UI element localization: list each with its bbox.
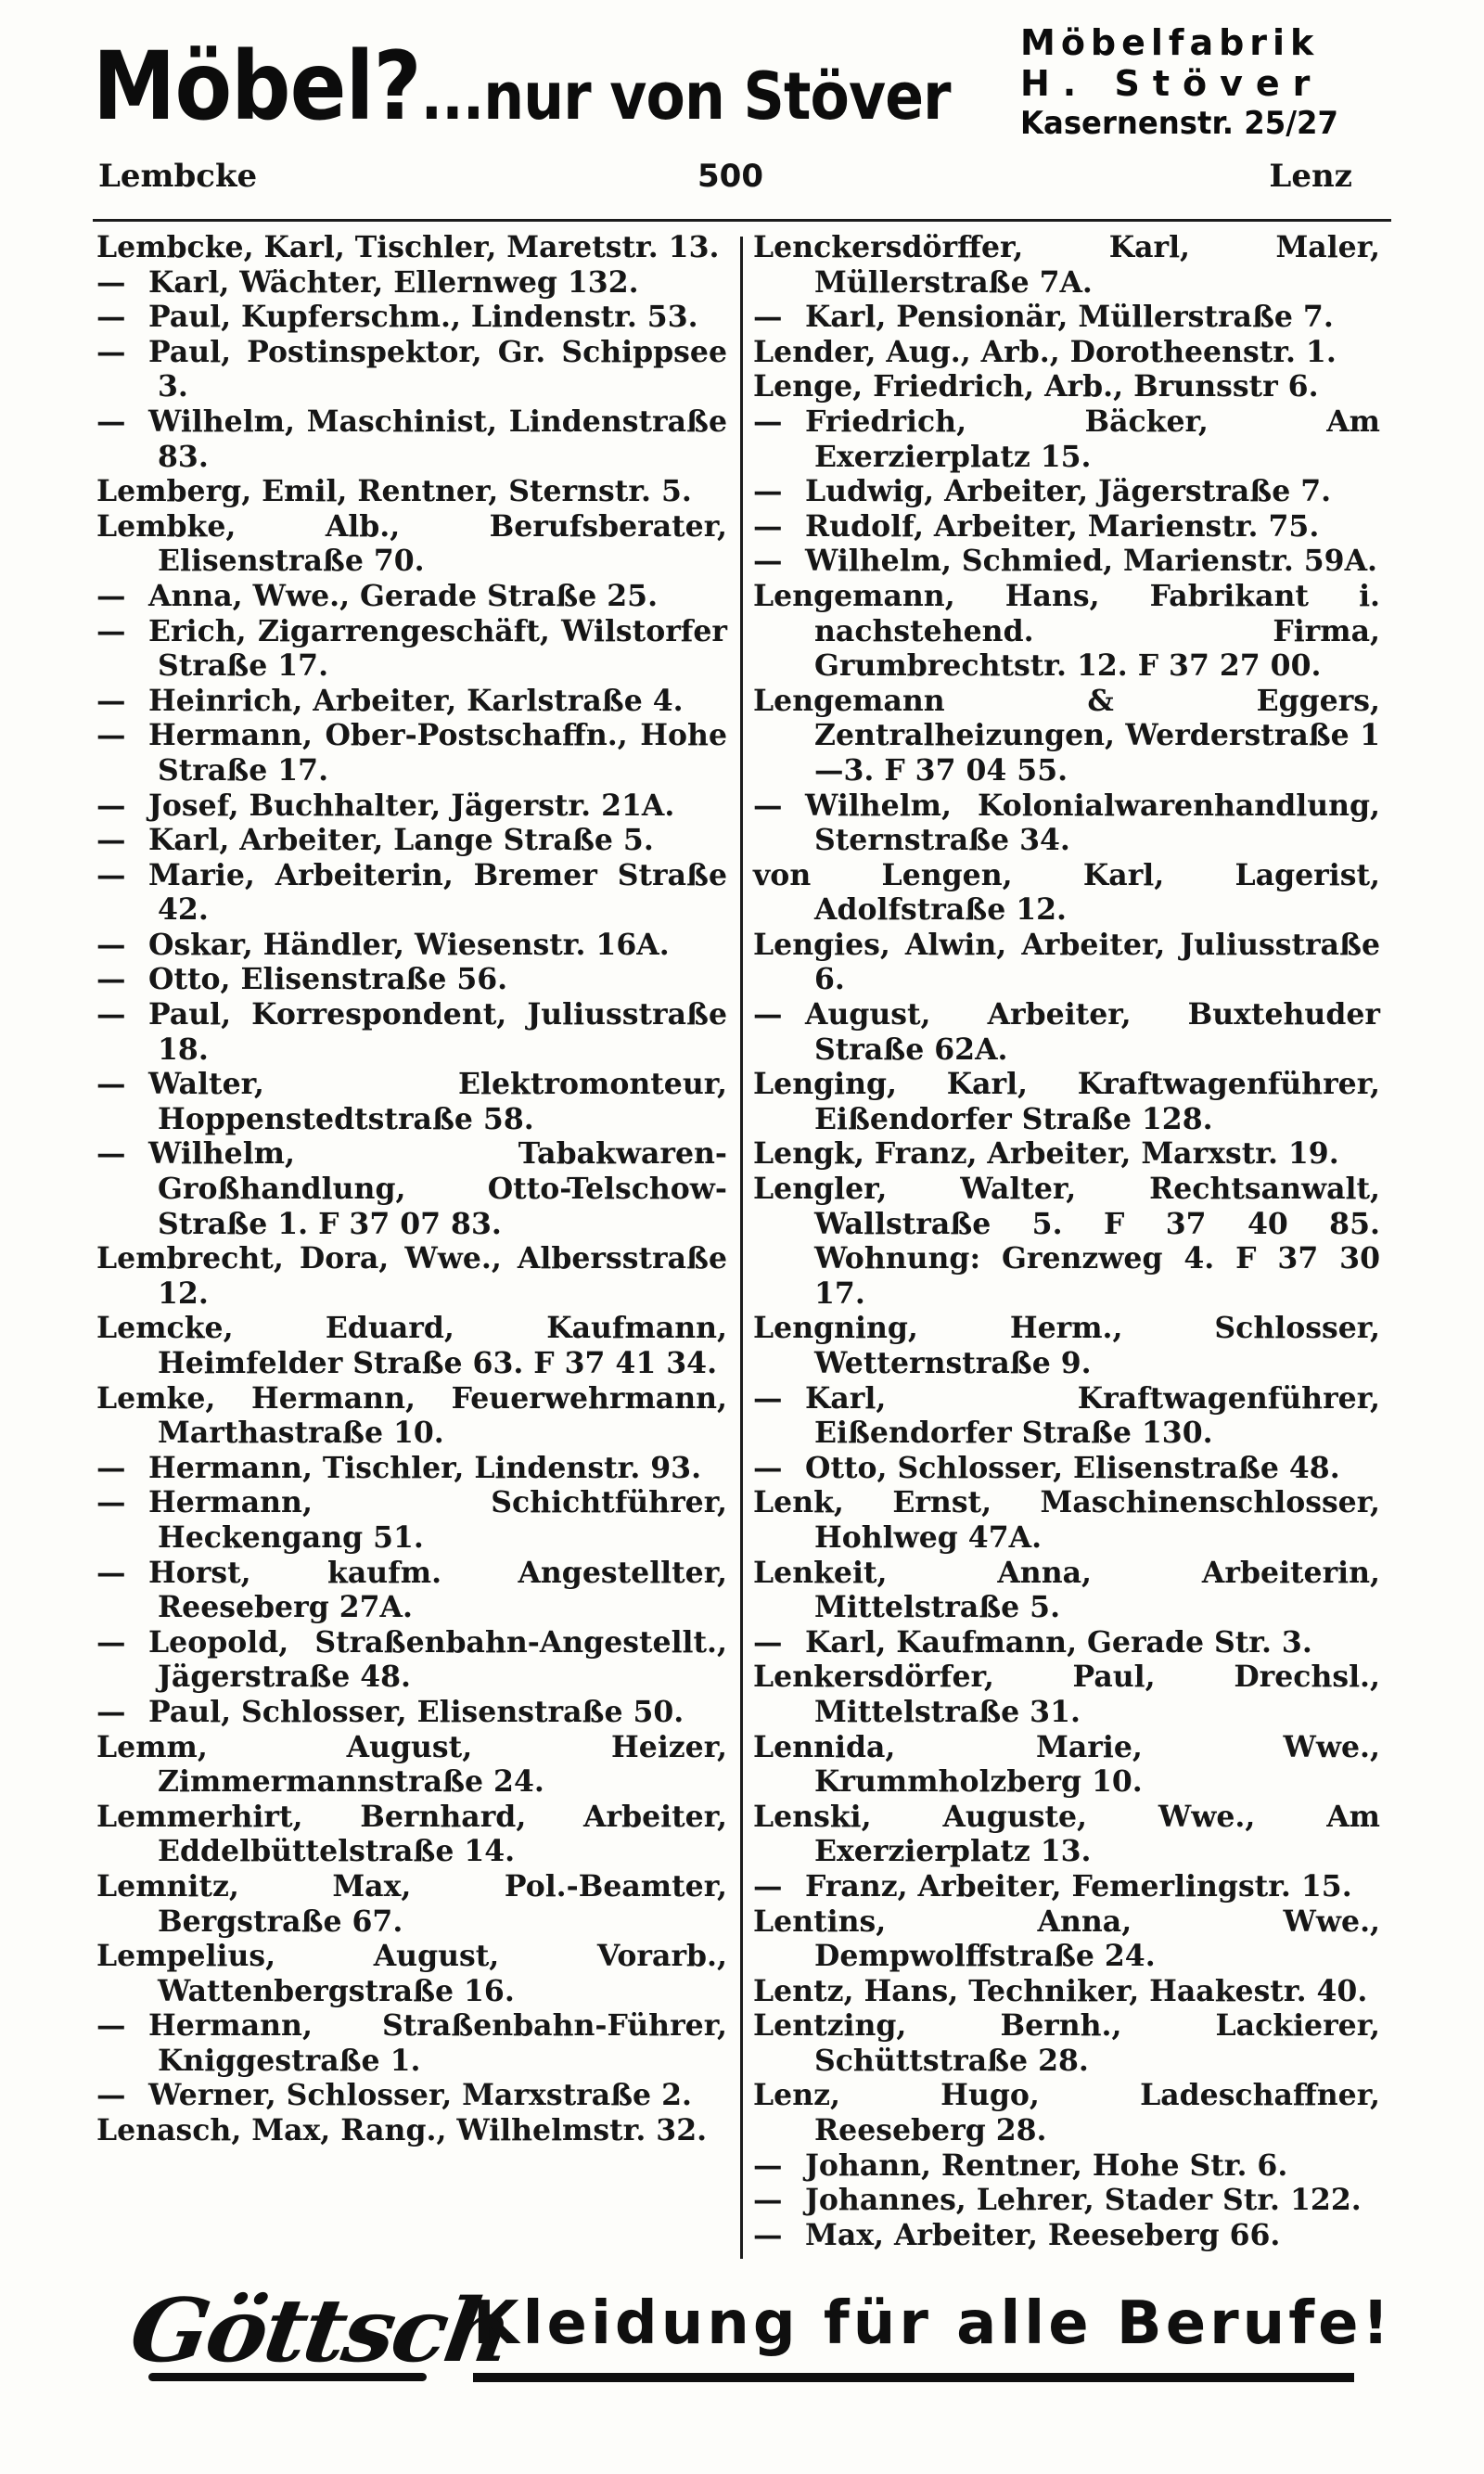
directory-entry <box>96 1695 727 1730</box>
repeat-name-dash: — <box>753 1380 783 1416</box>
entry-text: Lembcke, Karl, Tischler, Maretstr. 13. <box>96 230 720 264</box>
entry-text: Erich, Zigarrengeschäft, Wilstorfer Straße 17. <box>148 613 727 684</box>
directory-entry <box>96 1451 727 1486</box>
entry-text: Paul, Kupferschm., Lindenstr. 53. <box>148 300 698 335</box>
entry-text: Paul, Korrespondent, Juliusstraße 18. <box>148 997 727 1067</box>
entry-text: Wilhelm, Maschinist, Lindenstraße 83. <box>148 404 727 474</box>
repeat-name-dash: — <box>96 1624 126 1660</box>
directory-entry <box>96 614 727 684</box>
directory-entry <box>96 718 727 788</box>
repeat-name-dash: — <box>96 334 126 369</box>
directory-entry <box>96 928 727 963</box>
repeat-name-dash: — <box>96 1694 126 1729</box>
entry-text: Lenz, Hugo, Ladeschaffner, Reeseberg 28. <box>753 2078 1380 2148</box>
entry-text: Otto, Schlosser, Elisenstraße 48. <box>805 1450 1340 1485</box>
entry-text: Karl, Pensionär, Müllerstraße 7. <box>805 300 1334 335</box>
directory-entry <box>96 1800 727 1869</box>
entry-text: Franz, Arbeiter, Femerlingstr. 15. <box>805 1868 1352 1904</box>
entry-text: August, Arbeiter, Buxtehuder Straße 62A. <box>805 997 1380 1067</box>
directory-entry <box>96 1067 727 1136</box>
entry-text: Friedrich, Bäcker, Am Exerzierplatz 15. <box>805 404 1380 474</box>
directory-entry <box>753 1172 1380 1311</box>
entry-text: Karl, Kraftwagenführer, Eißendorfer Straße 130. <box>805 1380 1380 1451</box>
column-divider <box>740 237 743 2259</box>
entry-text: Lemnitz, Max, Pol.-Beamter, Bergstraße 67. <box>96 1868 727 1939</box>
entry-text: Lentz, Hans, Techniker, Haakestr. 40. <box>753 1973 1368 2008</box>
repeat-name-dash: — <box>96 788 126 823</box>
directory-entry <box>96 858 727 928</box>
entry-text: Lender, Aug., Arb., Dorotheenstr. 1. <box>753 334 1337 369</box>
repeat-name-dash: — <box>96 1136 126 1172</box>
directory-entry <box>96 404 727 474</box>
page-number: 500 <box>697 158 763 195</box>
entry-text: Anna, Wwe., Gerade Straße 25. <box>148 578 659 613</box>
directory-entry <box>96 335 727 404</box>
repeat-name-dash: — <box>96 578 126 613</box>
directory-entry <box>753 1730 1380 1800</box>
right-column <box>753 230 1380 2252</box>
entry-text: Heinrich, Arbeiter, Karlstraße 4. <box>148 683 684 718</box>
repeat-name-dash: — <box>753 474 783 509</box>
repeat-name-dash: — <box>96 300 126 335</box>
directory-entry <box>753 1869 1380 1904</box>
entry-text: Lemcke, Eduard, Kaufmann, Heimfelder Straße 63. F 37 41 34. <box>96 1311 727 1380</box>
entry-text: Oskar, Händler, Wiesenstr. 16A. <box>148 927 670 962</box>
entry-text: Walter, Elektromonteur, Hoppenstedtstraße 58. <box>148 1067 727 1136</box>
directory-entry <box>96 1869 727 1939</box>
entry-text: Lengemann, Hans, Fabrikant i. nachstehend. Firma, Grumbrechtstr. 12. F 37 27 00. <box>753 578 1380 684</box>
top-advertisement <box>93 20 1336 150</box>
directory-entry <box>753 369 1380 404</box>
directory-entry <box>753 1625 1380 1660</box>
repeat-name-dash: — <box>96 997 126 1032</box>
entry-text: Leopold, Straßenbahn-Angestellt., Jägerstraße 48. <box>148 1624 727 1695</box>
advert-firm-line-1: Möbelfabrik <box>1020 22 1320 63</box>
repeat-name-dash: — <box>96 613 126 648</box>
header-rule <box>93 219 1391 222</box>
entry-text: Hermann, Schichtführer, Heckengang 51. <box>148 1485 727 1555</box>
directory-entry <box>96 2008 727 2078</box>
entry-text: Paul, Schlosser, Elisenstraße 50. <box>148 1694 684 1729</box>
repeat-name-dash: — <box>96 1555 126 1590</box>
entry-text: Lengning, Herm., Schlosser, Wetternstraße 9. <box>753 1311 1380 1380</box>
repeat-name-dash: — <box>96 683 126 718</box>
directory-entry <box>753 1974 1380 2009</box>
repeat-name-dash: — <box>96 1485 126 1520</box>
repeat-name-dash: — <box>753 788 783 823</box>
advert-logo: Göttsch <box>123 2280 517 2382</box>
directory-entry <box>96 300 727 335</box>
directory-entry <box>96 1381 727 1451</box>
directory-entry <box>753 1556 1380 1625</box>
entry-text: Lengies, Alwin, Arbeiter, Juliusstraße 6. <box>753 927 1380 997</box>
directory-entry <box>753 1485 1380 1555</box>
running-head <box>98 158 1352 204</box>
repeat-name-dash: — <box>753 2147 783 2183</box>
advert-slogan-big: Möbel? <box>93 32 421 142</box>
left-column <box>96 230 727 2148</box>
directory-entry <box>753 579 1380 684</box>
repeat-name-dash: — <box>753 1624 783 1660</box>
repeat-name-dash: — <box>753 404 783 439</box>
entry-text: Lennida, Marie, Wwe., Krummholzberg 10. <box>753 1729 1380 1800</box>
directory-entry <box>96 230 727 265</box>
repeat-name-dash: — <box>753 300 783 335</box>
directory-entry <box>96 1625 727 1695</box>
entry-text: Lenk, Ernst, Maschinenschlosser, Hohlweg 47A. <box>753 1485 1380 1555</box>
entry-text: Lenging, Karl, Kraftwagenführer, Eißendorfer Straße 128. <box>753 1067 1380 1136</box>
directory-entry <box>96 1730 727 1800</box>
repeat-name-dash: — <box>96 264 126 300</box>
directory-entry <box>96 684 727 719</box>
advert-logo-underline <box>148 2373 427 2381</box>
directory-entry <box>96 1939 727 2008</box>
advert-firm-line-2: H. Stöver <box>1020 63 1324 104</box>
entry-text: Lenkeit, Anna, Arbeiterin, Mittelstraße 5. <box>753 1555 1380 1625</box>
directory-entry <box>753 788 1380 858</box>
entry-text: Lemmerhirt, Bernhard, Arbeiter, Eddelbüttelstraße 14. <box>96 1799 727 1869</box>
entry-text: Werner, Schlosser, Marxstraße 2. <box>148 2078 692 2113</box>
repeat-name-dash: — <box>753 997 783 1032</box>
repeat-name-dash: — <box>96 718 126 753</box>
advert-slogan-small: ...nur von Stöver <box>420 58 951 135</box>
directory-entry <box>753 2183 1380 2218</box>
entry-text: Horst, kaufm. Angestellter, Reeseberg 27A. <box>148 1555 727 1625</box>
entry-text: Karl, Wächter, Ellernweg 132. <box>148 264 639 300</box>
repeat-name-dash: — <box>96 823 126 858</box>
entry-text: Wilhelm, Schmied, Marienstr. 59A. <box>805 544 1378 579</box>
advert-bottom-bar <box>473 2373 1354 2382</box>
advert-firm-block <box>1020 22 1338 143</box>
entry-text: Lentins, Anna, Wwe., Dempwolffstraße 24. <box>753 1904 1380 1974</box>
directory-entry <box>753 300 1380 335</box>
directory-entry <box>753 1136 1380 1172</box>
entry-text: Marie, Arbeiterin, Bremer Straße 42. <box>148 857 727 928</box>
repeat-name-dash: — <box>96 927 126 962</box>
repeat-name-dash: — <box>96 857 126 892</box>
entry-text: Lenasch, Max, Rang., Wilhelmstr. 32. <box>96 2113 708 2148</box>
entry-text: Lengemann & Eggers, Zentralheizungen, Werderstraße 1—3. F 37 04 55. <box>753 683 1380 788</box>
entry-text: Josef, Buchhalter, Jägerstr. 21A. <box>148 788 675 823</box>
entry-text: Karl, Kaufmann, Gerade Str. 3. <box>805 1624 1312 1660</box>
directory-entry <box>753 928 1380 997</box>
directory-entry <box>96 788 727 824</box>
repeat-name-dash: — <box>96 2008 126 2044</box>
bottom-advertisement <box>123 2263 1401 2421</box>
entry-text: Johannes, Lehrer, Stader Str. 122. <box>805 2183 1362 2218</box>
running-head-first-entry: Lembcke <box>98 158 258 195</box>
entry-text: Lenkersdörfer, Paul, Drechsl., Mittelstraße 31. <box>753 1660 1380 1729</box>
entry-text: Hermann, Straßenbahn-Führer, Kniggestraße 1. <box>148 2008 727 2078</box>
running-head-last-entry: Lenz <box>1269 158 1352 195</box>
repeat-name-dash: — <box>96 2078 126 2113</box>
repeat-name-dash: — <box>753 1868 783 1904</box>
repeat-name-dash: — <box>96 1450 126 1485</box>
directory-entry <box>96 509 727 579</box>
entry-text: Lembke, Alb., Berufsberater, Elisenstraße 70. <box>96 508 727 579</box>
advert-firm-line-3: Kasernenstr. 25/27 <box>1020 105 1338 142</box>
entry-text: Wilhelm, Kolonialwarenhandlung, Sternstraße 34. <box>805 788 1380 858</box>
directory-entry <box>753 858 1380 928</box>
directory-entry <box>753 2078 1380 2147</box>
repeat-name-dash: — <box>753 508 783 544</box>
entry-text: Max, Arbeiter, Reeseberg 66. <box>805 2217 1281 2252</box>
entry-text: Lemberg, Emil, Rentner, Sternstr. 5. <box>96 474 692 509</box>
directory-entry <box>753 684 1380 788</box>
entry-text: Lentzing, Bernh., Lackierer, Schüttstraße 28. <box>753 2008 1380 2078</box>
repeat-name-dash: — <box>753 2217 783 2252</box>
entry-text: Lenski, Auguste, Wwe., Am Exerzierplatz 13. <box>753 1799 1380 1869</box>
directory-entry <box>96 1136 727 1241</box>
directory-entry <box>753 404 1380 474</box>
entry-text: Lengler, Walter, Rechtsanwalt, Wallstraße 5. F 37 40 85. Wohnung: Grenzweg 4. F 37 30 17. <box>753 1172 1380 1311</box>
directory-entry <box>753 1067 1380 1136</box>
entry-text: Lemke, Hermann, Feuerwehrmann, Marthastraße 10. <box>96 1380 727 1451</box>
directory-entry <box>753 2218 1380 2253</box>
directory-entry <box>96 2078 727 2113</box>
directory-entry <box>753 335 1380 370</box>
repeat-name-dash: — <box>96 404 126 439</box>
entry-text: Johann, Rentner, Hohe Str. 6. <box>805 2147 1288 2183</box>
directory-entry <box>753 1660 1380 1729</box>
entry-text: Lenge, Friedrich, Arb., Brunsstr 6. <box>753 369 1319 404</box>
directory-entry <box>96 265 727 301</box>
directory-entry <box>96 2113 727 2148</box>
directory-entry <box>96 1485 727 1555</box>
entry-text: Paul, Postinspektor, Gr. Schippsee 3. <box>148 334 727 404</box>
advert-slogan <box>93 32 951 142</box>
advert-bottom-slogan: Kleidung für alle Berufe! <box>473 2289 1393 2358</box>
directory-entry <box>753 474 1380 509</box>
entry-text: Otto, Elisenstraße 56. <box>148 962 508 997</box>
directory-entry <box>753 2148 1380 2184</box>
repeat-name-dash: — <box>753 1450 783 1485</box>
entry-text: Lenckersdörffer, Karl, Maler, Müllerstraße 7A. <box>753 230 1380 300</box>
entry-text: Lempelius, August, Vorarb., Wattenbergstraße 16. <box>96 1939 727 2008</box>
entry-text: Wilhelm, Tabakwaren-Großhandlung, Otto-Telschow-Straße 1. F 37 07 83. <box>148 1136 727 1241</box>
directory-entry <box>96 823 727 858</box>
repeat-name-dash: — <box>753 544 783 579</box>
directory-entry <box>753 1800 1380 1869</box>
repeat-name-dash: — <box>96 962 126 997</box>
directory-entry <box>753 1381 1380 1451</box>
entry-text: Hermann, Ober-Postschaffn., Hohe Straße 17. <box>148 718 727 788</box>
directory-entry <box>96 579 727 614</box>
directory-entry <box>753 1311 1380 1380</box>
directory-entry <box>96 1556 727 1625</box>
directory-entry <box>96 997 727 1067</box>
directory-entry <box>96 1241 727 1311</box>
entry-text: Lemm, August, Heizer, Zimmermannstraße 24. <box>96 1729 727 1800</box>
directory-entry <box>96 962 727 997</box>
entry-text: Ludwig, Arbeiter, Jägerstraße 7. <box>805 474 1332 509</box>
directory-entry <box>96 474 727 509</box>
entry-text: von Lengen, Karl, Lagerist, Adolfstraße 12. <box>753 857 1380 928</box>
directory-entry <box>753 230 1380 300</box>
directory-entry <box>753 997 1380 1067</box>
repeat-name-dash: — <box>96 1067 126 1102</box>
repeat-name-dash: — <box>753 2183 783 2218</box>
directory-entry <box>753 509 1380 545</box>
directory-entry <box>753 1451 1380 1486</box>
directory-entry <box>753 544 1380 579</box>
entry-text: Lengk, Franz, Arbeiter, Marxstr. 19. <box>753 1136 1339 1172</box>
directory-entry <box>753 1904 1380 1974</box>
directory-entry <box>753 2008 1380 2078</box>
directory-entry <box>96 1311 727 1380</box>
entry-text: Lembrecht, Dora, Wwe., Albersstraße 12. <box>96 1241 727 1311</box>
entry-text: Rudolf, Arbeiter, Marienstr. 75. <box>805 508 1320 544</box>
entry-text: Hermann, Tischler, Lindenstr. 93. <box>148 1450 702 1485</box>
entry-text: Karl, Arbeiter, Lange Straße 5. <box>148 823 654 858</box>
